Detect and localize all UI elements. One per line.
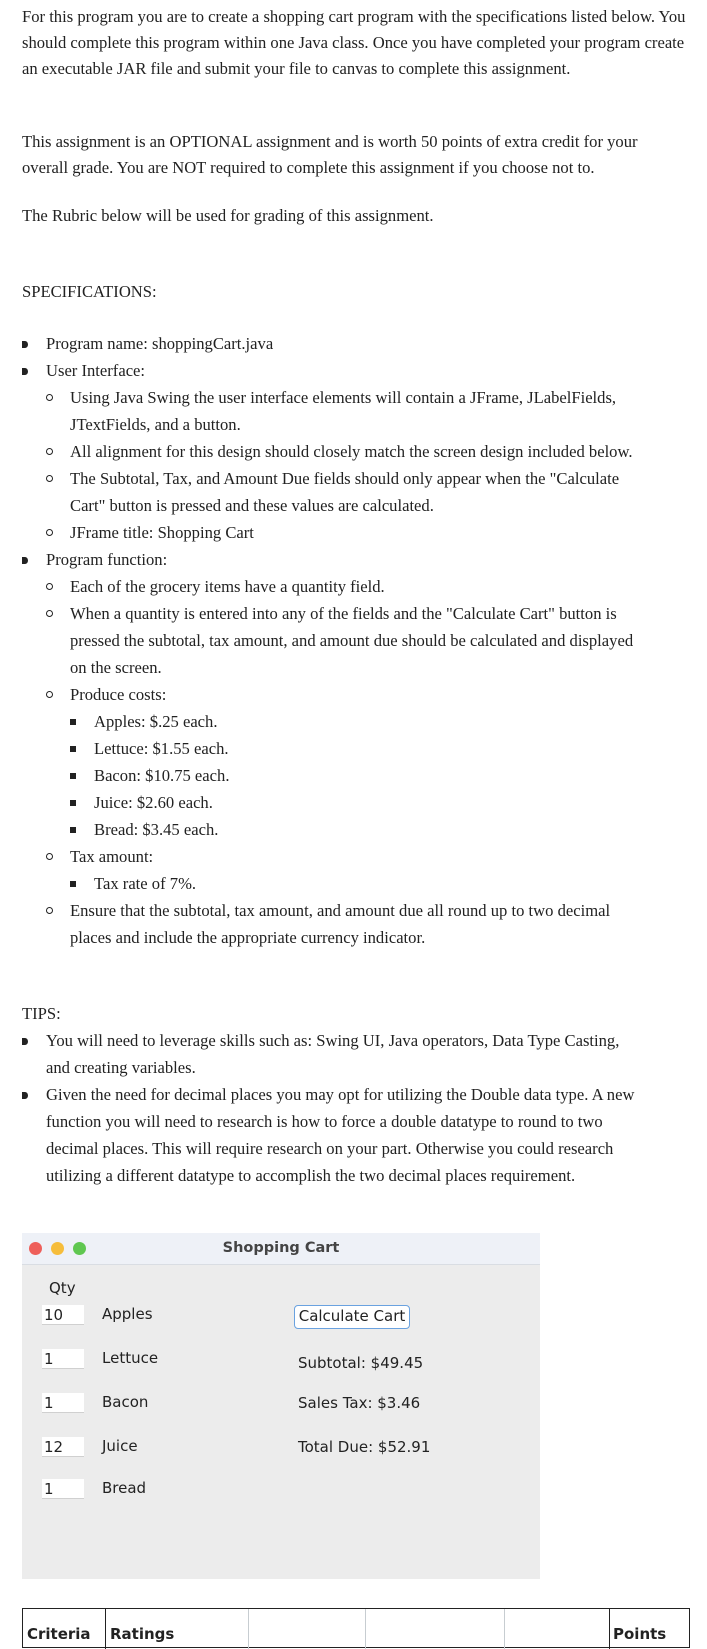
spec-ui-item-4: JFrame title: Shopping Cart <box>70 520 254 546</box>
bread-label: Bread <box>102 1479 147 1497</box>
specifications-heading: SPECIFICATIONS: <box>22 282 157 301</box>
window-titlebar[interactable] <box>22 1233 540 1265</box>
cost-lettuce: Lettuce: $1.55 each. <box>94 736 229 762</box>
cost-juice: Juice: $2.60 each. <box>94 790 213 816</box>
juice-qty-field[interactable]: 12 <box>42 1437 84 1457</box>
spec-pf-item-1: Each of the grocery items have a quantity field. <box>70 574 385 600</box>
spec-ui-item-3-cont: Cart" button is pressed and these values are calculated. <box>70 496 434 515</box>
total-due-label: Total Due: $52.91 <box>298 1438 431 1456</box>
apples-label: Apples <box>102 1305 153 1323</box>
spec-ui-item-3: The Subtotal, Tax, and Amount Due fields should only appear when the "Calculate <box>70 466 619 492</box>
cost-apples: Apples: $.25 each. <box>94 709 218 735</box>
rubric-table <box>22 1608 690 1648</box>
column-divider <box>248 1609 249 1649</box>
intro-paragraph-2: This assignment is an OPTIONAL assignment and is worth 50 points of extra credit for your overall grade. You are NOT required to complete this assignment if you choose not to. <box>22 132 638 177</box>
lettuce-label: Lettuce <box>102 1349 159 1367</box>
spec-tax-amount: Tax amount: <box>70 844 153 870</box>
window-title: Shopping Cart <box>222 1240 340 1256</box>
spec-program-function: Program function: <box>46 547 167 573</box>
spec-ensure: Ensure that the subtotal, tax amount, and amount due all round up to two decimal <box>70 898 610 924</box>
qty-header: Qty <box>49 1279 76 1297</box>
tip-2: Given the need for decimal places you may opt for utilizing the Double data type. A new <box>46 1082 634 1108</box>
spec-ui-item-1: Using Java Swing the user interface elements will contain a JFrame, JLabelFields, <box>70 385 616 411</box>
column-divider <box>504 1609 505 1649</box>
criteria-header: Criteria <box>27 1625 91 1643</box>
bacon-qty-field[interactable]: 1 <box>42 1393 84 1413</box>
sales-tax-label: Sales Tax: $3.46 <box>298 1394 421 1412</box>
spec-pf-item-2: When a quantity is entered into any of the fields and the "Calculate Cart" button is <box>70 601 617 627</box>
tip-1: You will need to leverage skills such as: Swing UI, Java operators, Data Type Casting, <box>46 1028 619 1054</box>
intro-paragraph-3: The Rubric below will be used for grading of this assignment. <box>22 206 434 225</box>
bread-qty-field[interactable]: 1 <box>42 1479 84 1499</box>
spec-tax-rate: Tax rate of 7%. <box>94 871 196 897</box>
spec-pf-item-2-cont2: on the screen. <box>70 658 162 677</box>
bacon-label: Bacon <box>102 1393 149 1411</box>
spec-program-name: Program name: shoppingCart.java <box>46 331 273 357</box>
lettuce-qty-field[interactable]: 1 <box>42 1349 84 1369</box>
tip-1-cont: and creating variables. <box>46 1058 196 1077</box>
cost-bread: Bread: $3.45 each. <box>94 817 218 843</box>
tip-2-cont: function you will need to research is how to force a double datatype to round to two <box>46 1112 603 1131</box>
tips-heading: TIPS: <box>22 1004 61 1023</box>
column-divider <box>609 1609 610 1649</box>
spec-ensure-cont: places and include the appropriate currency indicator. <box>70 928 426 947</box>
subtotal-label: Subtotal: $49.45 <box>298 1354 424 1372</box>
spec-user-interface: User Interface: <box>46 358 145 384</box>
ratings-header: Ratings <box>110 1625 175 1643</box>
column-divider <box>105 1609 106 1649</box>
shopping-cart-window <box>22 1233 540 1579</box>
calculate-cart-button[interactable]: Calculate Cart <box>294 1305 410 1329</box>
column-divider <box>365 1609 366 1649</box>
apples-qty-field[interactable]: 10 <box>42 1305 84 1325</box>
spec-ui-item-1-cont: JTextFields, and a button. <box>70 415 241 434</box>
spec-produce-costs: Produce costs: <box>70 682 166 708</box>
intro-paragraph-1: For this program you are to create a shopping cart program with the specifications listed below. You should complete this program within one Java class. Once you have completed your program create an executable JAR file and submit your file to canvas to complete this assignment. <box>22 7 686 78</box>
cost-bacon: Bacon: $10.75 each. <box>94 763 229 789</box>
spec-pf-item-2-cont: pressed the subtotal, tax amount, and amount due should be calculated and displayed <box>70 631 634 650</box>
tip-2-cont3: utilizing a different datatype to accomplish the two decimal places requirement. <box>46 1166 576 1185</box>
points-header: Points <box>613 1625 667 1643</box>
juice-label: Juice <box>102 1437 138 1455</box>
spec-ui-item-2: All alignment for this design should closely match the screen design included below. <box>70 439 633 465</box>
tip-2-cont2: decimal places. This will require research on your part. Otherwise you could research <box>46 1139 614 1158</box>
